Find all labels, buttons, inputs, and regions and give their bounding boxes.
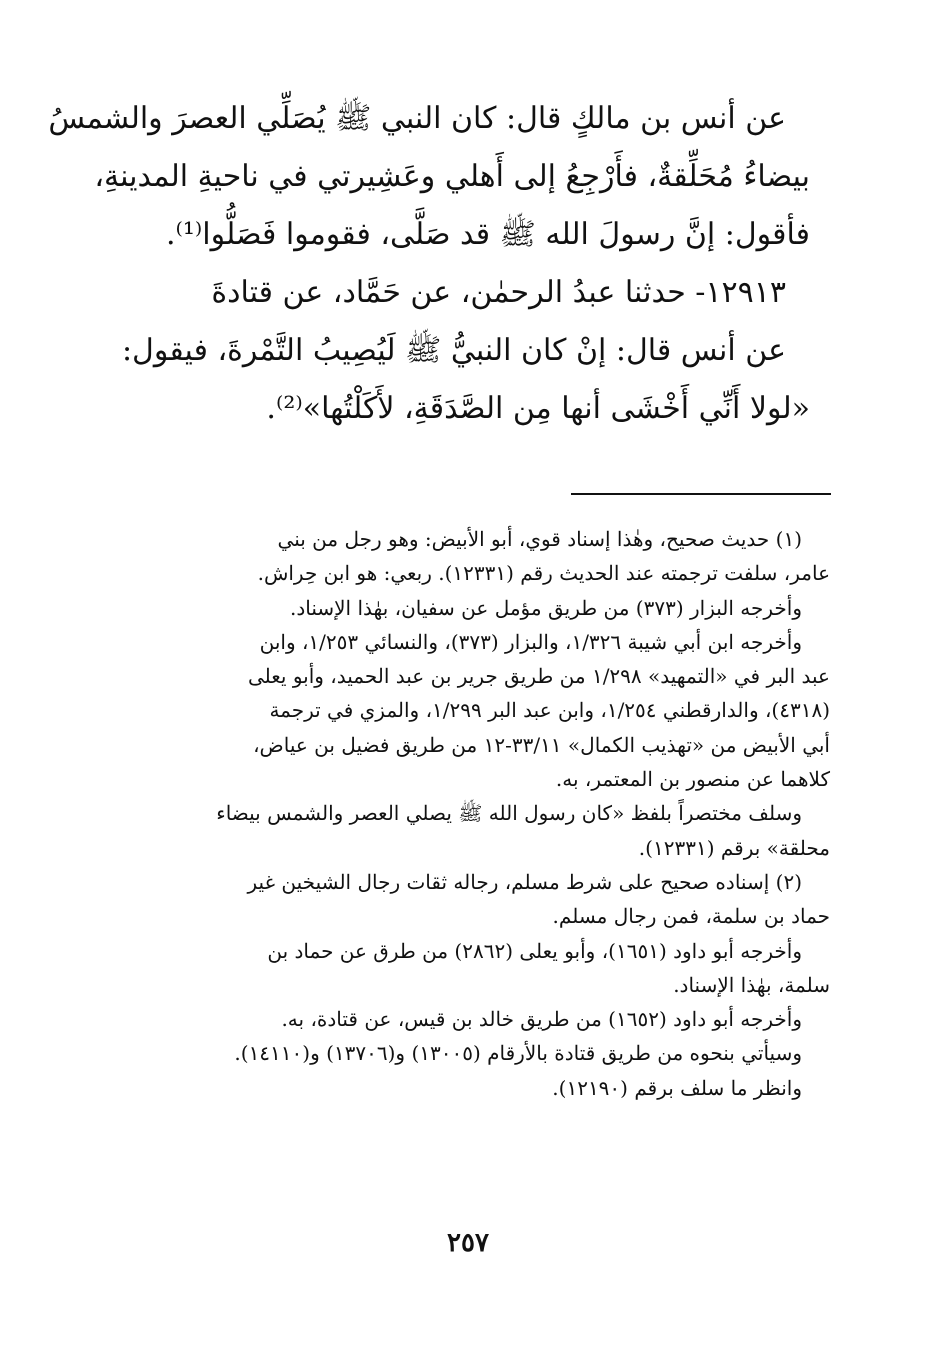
main-text-line: عن أنس قال: إنْ كان النبيُّ ﷺ لَيُصِيبُ التَّمْرةَ، فيقول: [121,333,786,368]
hadith-number-line: ١٢٩١٣- حدثنا عبدُ الرحمٰن، عن حَمَّاد، عن قتادةَ [211,275,786,310]
footnote-line: (٤٣١٨)، والدارقطني ١/٢٥٤، وابن عبد البر ١/٢٩٩، والمزي في ترجمة [269,698,830,723]
main-text-line: عن أنس بن مالكٍ قال: كان النبي ﷺ يُصَلِّي العصرَ والشمسُ [48,101,786,136]
footnote-line: سلمة، بهٰذا الإسناد. [673,972,830,997]
footnote-line: وأخرجه ابن أبي شيبة ١/٣٢٦، والبزار (٣٧٣)، والنسائي ١/٢٥٣، وابن [259,629,802,654]
footnote-line: كلاهما عن منصور بن المعتمر، به. [555,767,830,792]
footnote-line: وسلف مختصراً بلفظ «كان رسول الله ﷺ يصلي العصر والشمس بيضاء [216,801,802,826]
footnote-line: عبد البر في «التمهيد» ١/٢٩٨ من طريق جرير بن عبد الحميد، وأبو يعلى [247,664,830,689]
footnote-line: (٢) إسناده صحيح على شرط مسلم، رجاله ثقات رجال الشيخين غير [247,869,802,894]
footnotes [118,522,830,1105]
footnote-line: وسيأتي بنحوه من طريق قتادة بالأرقام (١٣٠٠٥) و(١٣٧٠٦) و(١٤١١٠). [234,1041,802,1066]
footnote-line: وأخرجه البزار (٣٧٣) من طريق مؤمل عن سفيان، بهٰذا الإسناد. [290,595,802,620]
footnote-line: عامر، سلفت ترجمته عند الحديث رقم (١٢٣٣١). ربعي: هو ابن حِراش. [257,561,830,586]
footnote-line: وانظر ما سلف برقم (١٢١٩٠). [552,1075,802,1100]
main-text-line: بيضاءُ مُحَلِّقةٌ، فأَرْجِعُ إلى أَهلي وعَشِيرتي في ناحيةِ المدينةِ، [94,159,810,194]
page-number: ٢٥٧ [447,1228,489,1258]
footnote-line: (١) حديث صحيح، وهٰذا إسناد قوي، أبو الأبيض: وهو رجل من بني [277,527,802,551]
footnote-line: محلقة» برقم (١٢٣٣١). [638,835,830,860]
footnote-line: وأخرجه أبو داود (١٦٥١)، وأبو يعلى (٢٨٦٢) من طرق عن حماد بن [267,938,802,963]
main-text-line: فأقول: إنَّ رسولَ الله ﷺ قد صَلَّى، فقوموا فَصَلُّوا⁽¹⁾. [165,217,810,252]
footnote-separator [571,493,831,495]
footnote-line: وأخرجه أبو داود (١٦٥٢) من طريق خالد بن قيس، عن قتادة، به. [281,1007,802,1032]
hadith-text [48,90,810,438]
main-text-line: «لولا أَنِّي أَخْشَى أنها مِن الصَّدَقَةِ، لأَكَلْتُها»⁽²⁾. [266,391,810,426]
footnote-line: أبي الأبيض من «تهذيب الكمال» ٣٣/١١-١٢ من طريق فضيل بن عياض، [253,732,830,757]
footnote-line: حماد بن سلمة، فمن رجال مسلم. [552,904,830,929]
